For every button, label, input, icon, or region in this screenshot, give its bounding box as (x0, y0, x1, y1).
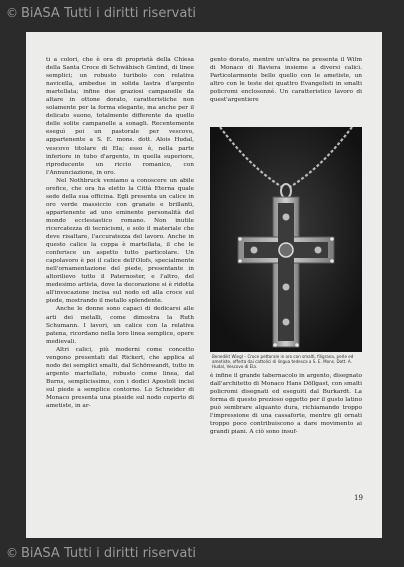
watermark-top (0, 0, 404, 26)
right-column-bottom (210, 372, 362, 492)
paragraph: Anche le donne sono capaci di dedicarsi alle arti dei metalli, come dimostra la Ruth Schumann. I lavori, un calice con la relativa patena, ricordano nella loro linea semplice, opere medievali. (46, 306, 194, 345)
cross-photo (210, 127, 362, 352)
copyright-symbol: © (6, 546, 18, 560)
copyright-symbol: © (6, 6, 18, 20)
photo-caption: Benedikt Wiegl – Croce pettorale in oro con smalti, filigrana, perle ed ametiste, offerta dai cattolici di lingua tedesca a S. E. Mons. Dott. A. Hudal, Vescovo di Ela. (212, 354, 354, 370)
page-number: 19 (354, 494, 363, 502)
paragraph: è infine il grande tabernacolo in argento, disegnato dall'architetto di Monaco Hans Döllgast, con smalti policromi disegnati ed eseguiti dal Burkardt. La forma di questo prezioso oggetto per il gusto latino può sembrare alquanto dura, richiamando troppo l'impressione di una cassaforte, mentre gli ornati troppo poco contribuiscono a dare movimento ai grandi piani. A ciò sono insuf- (210, 373, 362, 436)
watermark-text: BiASA Tutti i diritti riservati (21, 6, 197, 21)
paragraph: ti a colori, che è ora di proprietà della Chiesa della Santa Croce di Schwäbisch Gmünd, di linee semplici; un robusto turibolo con relativa navicella, ambedue in solida lastra d'argento martellata; infine due graziosi campanelle da altare in ottone dorato, caratteristiche non solamente per la forma elegante, ma anche per il delicato suono, totalmente differente da quello delle solite campanelle a sonagli. Recentemente eseguì poi un pastorale per vescovo, appartenente a S. E. mons. dott. Alois Hudal, vescovo titolare di Ela; esso è, nella parte inferiore in tubo d'argento, in quella superiore, riproducente un riccio romanico, con l'Annunciazione, in oro. (46, 57, 194, 176)
pectoral-cross-image (210, 127, 362, 352)
document-page (26, 32, 382, 538)
left-column (46, 56, 194, 486)
paragraph: Altri calici, più moderni come concetto vengono presentati dal Rickert, che applica al nodo dei semplici smalti, dal Schönwandt, tutto in argento martellato, robusto come linea, dal Burns, semplicissimo, con i dodici Apostoli incisi sul piede a semplice contorno. Lo Schneider di Monaco presenta una pisside sul nodo coperto di ametiste, in ar- (46, 346, 194, 410)
paragraph: Nel Nothbruck veniamo a conoscere un abile orefice, che ora ha eletto la Città Eterna quale sede della sua officina. Egli presenta un calice in oro verde massiccio con granate e brillanti, appartenente ad uno eminente personalità del mondo ecclesiastico romano. Non inutile ricercatezza di tecnicismi, e solo il materiale che deve risaltare, l'accuratezza del lavoro. Anche in questo calice la coppa è martellata, il che le conferisce un aspetto tutto particolare. Un capolavoro è poi il calice dell'Olofs, specialmente nell'ornamentazione del piede, presentante in altorilievo tutto il Paternoster, e l'altro, del medesimo artista, dove la decorazione si è ridotta all'invocazione incisa sul nodo ed alla croce sul piede, mostrando il metallo splendente. (46, 177, 194, 305)
paragraph: gento dorato, mentre un'altra ne presenta il Wilm di Monaco di Baviera insieme a diversi calici. Particolarmente bello quello con le ametiste, un altro con le teste dei quattro Evangelisti in smalti policromi enclosonné. Un caratteristico lavoro di quest'argentiere (210, 57, 362, 104)
watermark-text: BiASA Tutti i diritti riservati (21, 546, 197, 561)
watermark-bottom (0, 540, 404, 566)
